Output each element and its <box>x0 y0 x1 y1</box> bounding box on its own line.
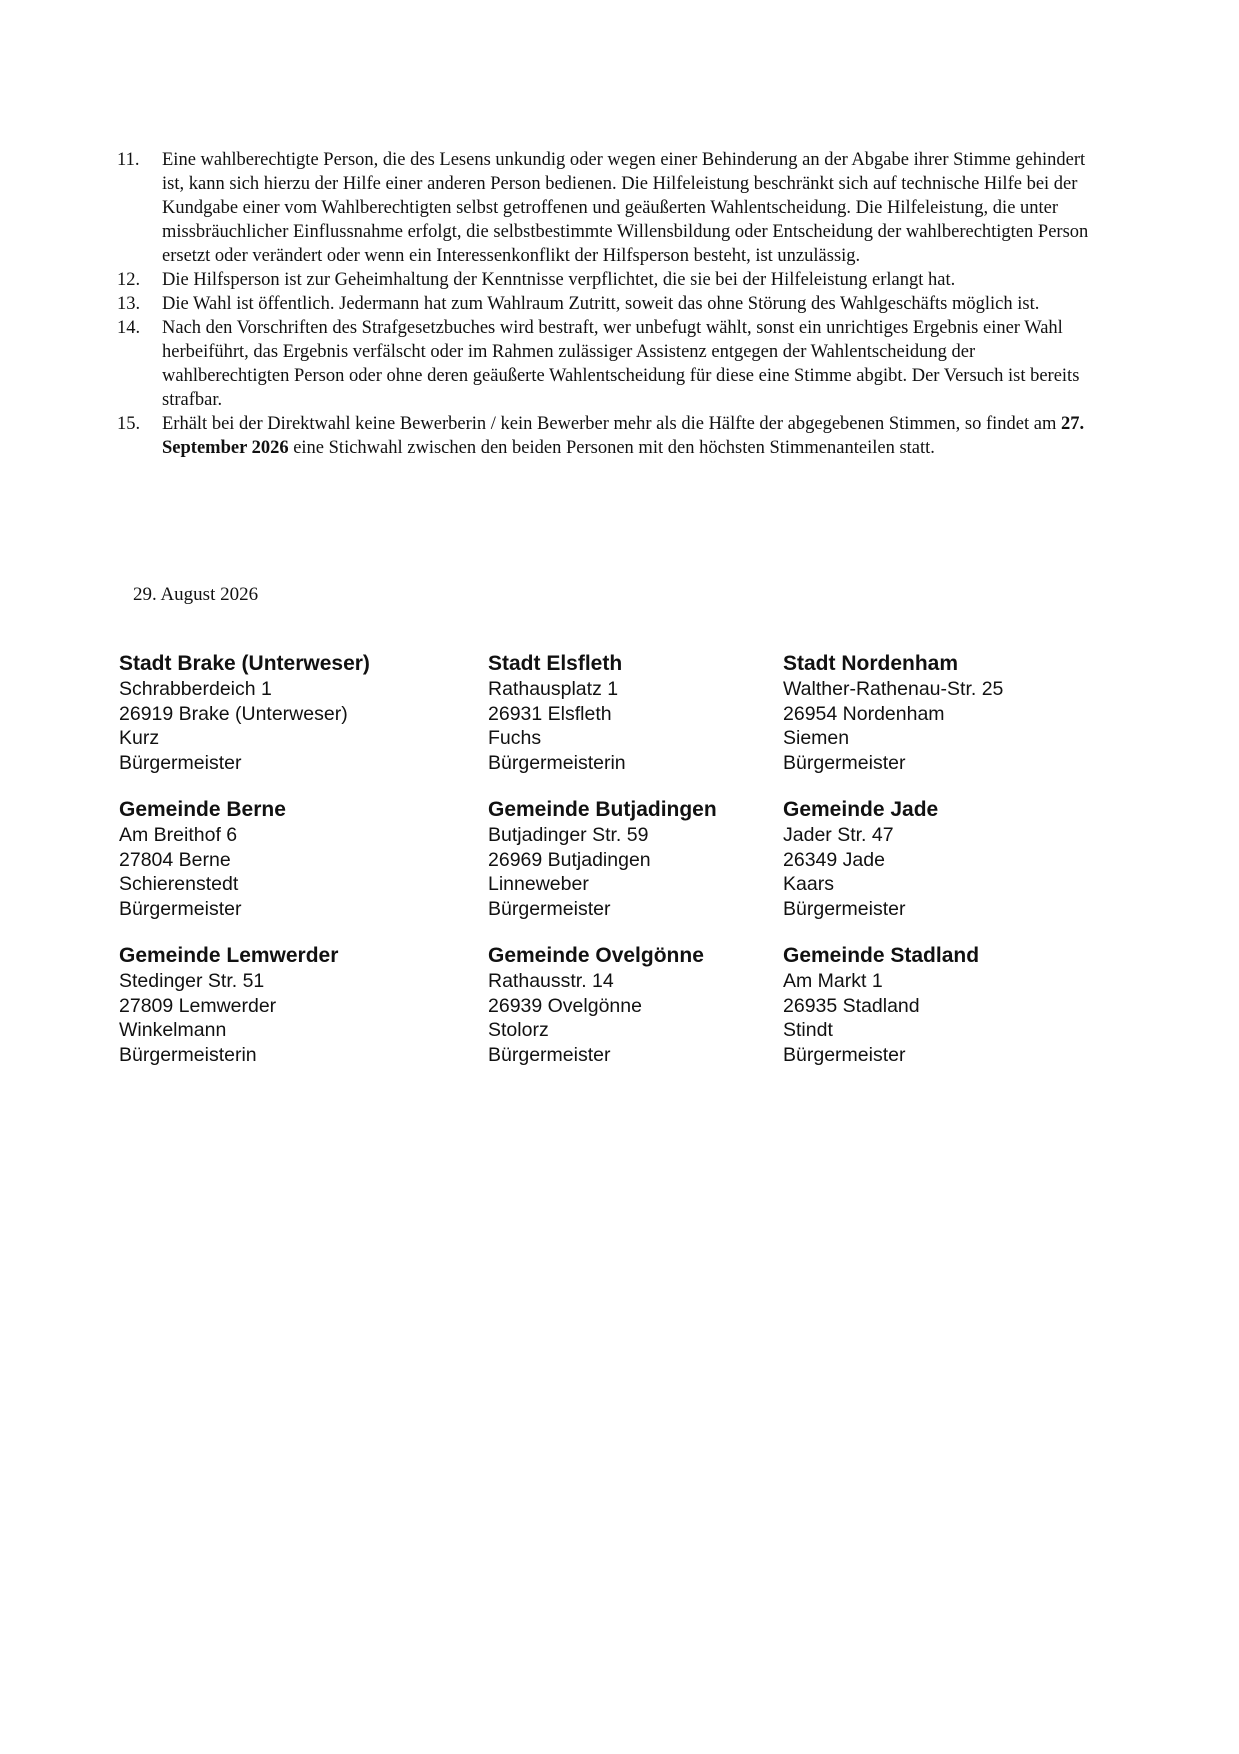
runoff-date: 27. September 2026 <box>162 414 1085 458</box>
street-address: Walther-Rathenau-Str. 25 <box>783 678 1004 700</box>
signatory-title: Bürgermeister <box>119 751 242 774</box>
signatory-title: Bürgermeister <box>783 897 906 920</box>
street-address: Schrabberdeich 1 <box>119 678 272 700</box>
postal-city: 27809 Lemwerder <box>119 994 277 1017</box>
municipality-name: Stadt Brake (Unterweser) <box>119 652 370 675</box>
signatory-name: Stolorz <box>488 1019 549 1041</box>
street-address: Am Markt 1 <box>783 970 883 992</box>
signatory-title: Bürgermeisterin <box>119 1043 257 1066</box>
postal-city: 26954 Nordenham <box>783 702 945 725</box>
municipality-name: Gemeinde Lemwerder <box>119 944 339 967</box>
document-date: 29. August 2026 <box>133 584 259 605</box>
item-text: Die Hilfsperson ist zur Geheimhaltung der Kenntnisse verpflichtet, die sie bei der Hilfeleistung erlangt hat. <box>162 270 956 290</box>
signature-block <box>783 651 1003 775</box>
signatory-name: Stindt <box>783 1019 833 1041</box>
street-address: Butjadinger Str. 59 <box>488 824 649 846</box>
signatory-title: Bürgermeisterin <box>488 751 626 774</box>
item-text <box>162 412 1097 460</box>
list-item <box>117 148 1097 268</box>
postal-city: 26935 Stadland <box>783 994 920 1017</box>
signature-row <box>119 943 1099 1089</box>
item-number: 15. <box>117 414 141 434</box>
signature-block <box>119 651 370 775</box>
postal-city: 26931 Elsfleth <box>488 702 612 725</box>
signatory-title: Bürgermeister <box>488 897 611 920</box>
signatory-title: Bürgermeister <box>783 1043 906 1066</box>
signature-block <box>119 943 338 1067</box>
street-address: Rathausstr. 14 <box>488 970 614 992</box>
item-number: 13. <box>117 294 141 314</box>
signatory-name: Winkelmann <box>119 1019 227 1041</box>
signatory-title: Bürgermeister <box>488 1043 611 1066</box>
signatory-name: Siemen <box>783 727 850 749</box>
signature-block <box>488 797 717 921</box>
item-text: Eine wahlberechtigte Person, die des Lesens unkundig oder wegen einer Behinderung an der Abgabe ihrer Stimme gehindert ist, kann sich hierzu der Hilfe einer anderen Person bedienen. Die Hilfeleistung beschränkt sich auf technische Hilfe bei der Kundgabe einer vom Wahlberechtigten selbst getroffenen und geäußerten Wahlentscheidung. Die Hilfeleistung, die unter missbräuchlicher Einflussnahme erfolgt, die selbstbestimmte Willensbildung oder Entscheidung der wahlberechtigten Person ersetzt oder verändert oder wenn ein Interessenkonflikt der Hilfsperson besteht, ist unzulässig. <box>162 150 1089 266</box>
item-text-part: eine Stichwahl zwischen den beiden Personen mit den höchsten Stimmenanteilen statt. <box>288 438 935 458</box>
signature-row <box>119 797 1099 943</box>
signatory-title: Bürgermeister <box>783 751 906 774</box>
municipality-name: Stadt Nordenham <box>783 652 959 675</box>
street-address: Am Breithof 6 <box>119 824 238 846</box>
numbered-list <box>117 148 1097 460</box>
list-item <box>117 316 1097 412</box>
postal-city: 26939 Ovelgönne <box>488 994 642 1017</box>
signatory-title: Bürgermeister <box>119 897 242 920</box>
signature-grid <box>119 651 1099 1089</box>
municipality-name: Stadt Elsfleth <box>488 652 623 675</box>
signatory-name: Schierenstedt <box>119 873 239 895</box>
street-address: Stedinger Str. 51 <box>119 970 265 992</box>
municipality-name: Gemeinde Ovelgönne <box>488 944 704 967</box>
signatory-name: Linneweber <box>488 873 589 895</box>
street-address: Jader Str. 47 <box>783 824 894 846</box>
list-item <box>117 268 1097 292</box>
municipality-name: Gemeinde Berne <box>119 798 286 821</box>
signature-block <box>119 797 286 921</box>
postal-city: 26919 Brake (Unterweser) <box>119 702 348 725</box>
postal-city: 26969 Butjadingen <box>488 848 651 871</box>
item-text-part: Erhält bei der Direktwahl keine Bewerberin / kein Bewerber mehr als die Hälfte der abgegebenen Stimmen, so findet am <box>162 414 1061 434</box>
list-item <box>117 292 1097 316</box>
signature-row <box>119 651 1099 797</box>
item-text: Die Wahl ist öffentlich. Jedermann hat zum Wahlraum Zutritt, soweit das ohne Störung des Wahlgeschäfts möglich ist. <box>162 294 1040 314</box>
item-number: 11. <box>117 150 140 170</box>
municipality-name: Gemeinde Stadland <box>783 944 980 967</box>
list-item <box>117 412 1097 460</box>
item-text: Nach den Vorschriften des Strafgesetzbuches wird bestraft, wer unbefugt wählt, sonst ein unrichtiges Ergebnis einer Wahl herbeiführt, das Ergebnis verfälscht oder im Rahmen zulässiger Assistenz entgegen der Wahlentscheidung der wahlberechtigten Person oder ohne deren geäußerte Wahlentscheidung für diese eine Stimme abgibt. Der Versuch ist bereits strafbar. <box>162 318 1080 410</box>
signature-block <box>783 797 938 921</box>
street-address: Rathausplatz 1 <box>488 678 619 700</box>
postal-city: 26349 Jade <box>783 848 885 871</box>
municipality-name: Gemeinde Jade <box>783 798 939 821</box>
signature-block <box>488 943 704 1067</box>
item-number: 12. <box>117 270 141 290</box>
signatory-name: Kaars <box>783 873 834 895</box>
signatory-name: Kurz <box>119 727 160 749</box>
municipality-name: Gemeinde Butjadingen <box>488 798 717 821</box>
signature-block <box>488 651 626 775</box>
signature-block <box>783 943 979 1067</box>
signatory-name: Fuchs <box>488 727 542 749</box>
postal-city: 27804 Berne <box>119 848 231 871</box>
item-number: 14. <box>117 318 141 338</box>
